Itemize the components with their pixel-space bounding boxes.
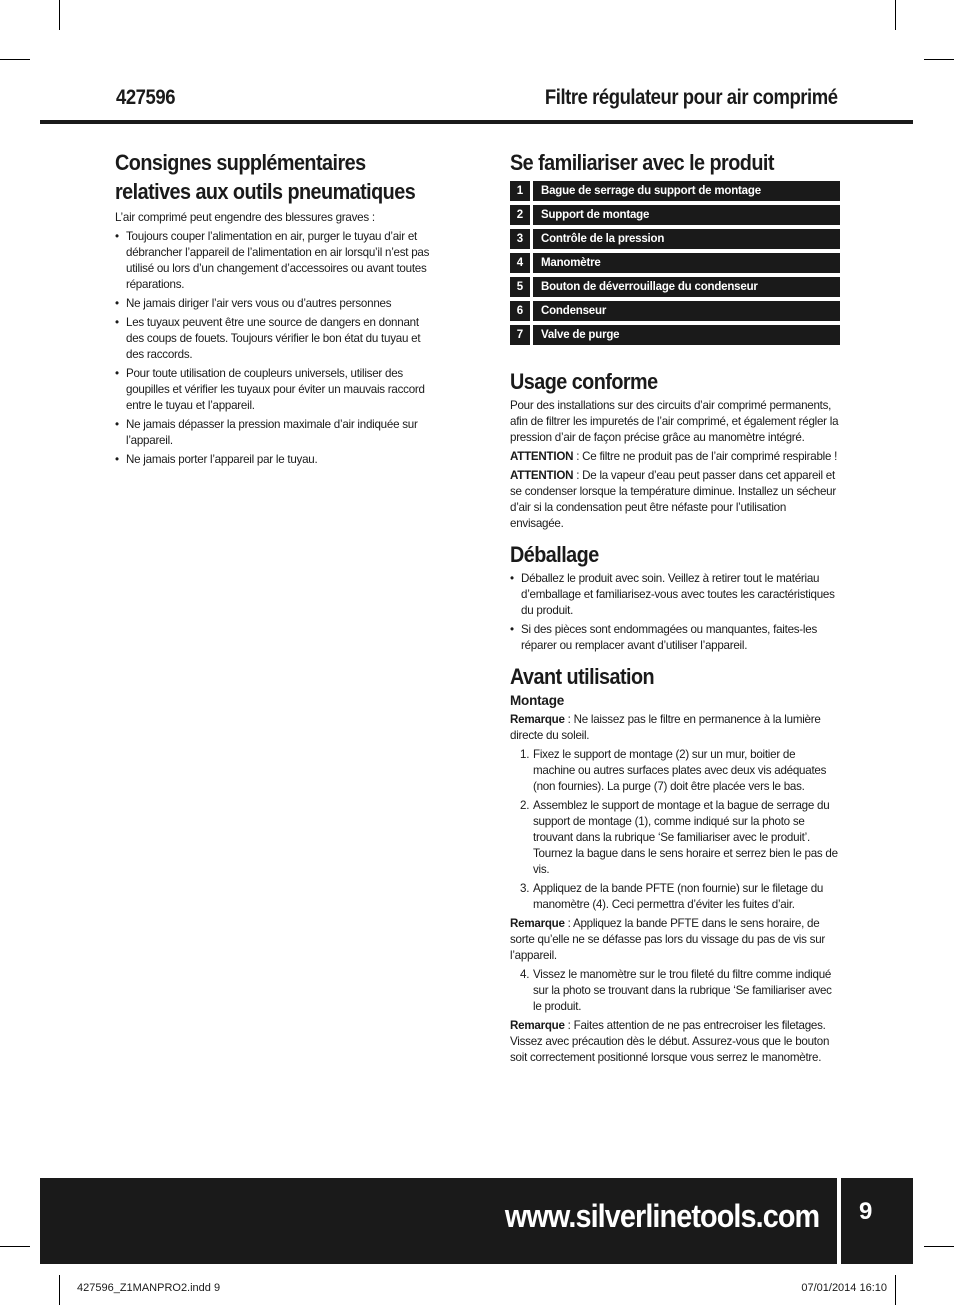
steps-list (510, 747, 840, 913)
unpacking-section (510, 542, 840, 654)
footer-bar (40, 1178, 837, 1264)
assembly-subtitle: Montage (510, 693, 565, 708)
list-item: • Déballez le produit avec soin. Veillez à retirer tout le matériau d’emballage et familiarisez-vous avec toutes les caractéristiques du produit. (510, 571, 840, 619)
list-item: 1. Fixez le support de montage (2) sur un mur, boitier de machine ou autres surfaces plates avec deux vis adéquates (non fournies). La purge (7) doit être placée vers le bas. (520, 748, 827, 793)
part-row (510, 205, 840, 225)
crop-mark (895, 1275, 896, 1305)
list-item: • Ne jamais porter l’appareil par le tuyau. (115, 452, 438, 468)
part-label: Contrôle de la pression (533, 229, 840, 249)
crop-mark (0, 59, 30, 60)
safety-intro: L’air comprimé peut engendre des blessures graves : (115, 211, 375, 224)
left-column (115, 150, 438, 471)
crop-mark (59, 1275, 60, 1305)
parts-list (510, 181, 840, 345)
crop-mark (59, 0, 60, 30)
right-column (510, 150, 840, 1076)
file-slug: 427596_Z1MANPRO2.indd 9 (77, 1282, 221, 1294)
before-use-section (510, 664, 840, 1066)
attention-note: ATTENTION : De la vapeur d’eau peut passer dans cet appareil et se condenser lorsque la température diminue. Installez un sécheur d’air si la condensation peut être néfaste pour l’utilisation envisagée. (510, 469, 836, 530)
part-number: 7 (510, 325, 530, 345)
safety-title-line2: relatives aux outils pneumatiques (115, 179, 416, 204)
page-number: 9 (859, 1198, 873, 1225)
part-number: 1 (510, 181, 530, 201)
part-number: 5 (510, 277, 530, 297)
page-header (116, 86, 838, 116)
list-item: • Les tuyaux peuvent être une source de dangers en donnant des coups de fouets. Toujours vérifier le bon état du tuyau et des raccords. (115, 315, 438, 363)
list-item: 3. Appliquez de la bande PFTE (non fournie) sur le filetage du manomètre (4). Ceci permettra d’éviter les fuites d’air. (520, 882, 824, 911)
list-item: • Toujours couper l’alimentation en air, purger le tuyau d’air et débrancher l’appareil de l’alimentation en air lorsqu’il n’est pas utilisé ou lors d’un changement d’accessoires ou avant toutes réparations. (115, 229, 438, 293)
date-slug: 07/01/2014 16:10 (801, 1282, 887, 1294)
part-number: 4 (510, 253, 530, 273)
list-item: • Ne jamais dépasser la pression maximale d’air indiquée sur l’appareil. (115, 417, 438, 449)
part-row (510, 229, 840, 249)
part-label: Support de montage (533, 205, 840, 225)
part-label: Valve de purge (533, 325, 840, 345)
part-row (510, 301, 840, 321)
part-row (510, 277, 840, 297)
part-label: Condenseur (533, 301, 840, 321)
familiarise-title: Se familiariser avec le produit (510, 150, 774, 175)
header-rule (40, 120, 913, 124)
usage-section (510, 369, 840, 532)
model-number: 427596 (116, 86, 176, 109)
part-number: 2 (510, 205, 530, 225)
list-item: • Pour toute utilisation de coupleurs universels, utiliser des goupilles et vérifier les tuyaux pour éviter un mauvais raccord entre le tuyau et l’appareil. (115, 366, 438, 414)
website-link[interactable]: www.silverlinetools.com (504, 1198, 819, 1234)
part-label: Bouton de déverrouillage du condenseur (533, 277, 840, 297)
page-number-box (841, 1178, 913, 1264)
safety-list (115, 229, 438, 468)
unpacking-title: Déballage (510, 542, 599, 567)
part-number: 3 (510, 229, 530, 249)
list-item: • Si des pièces sont endommagées ou manquantes, faites-les réparer ou remplacer avant d’utiliser l’appareil. (510, 622, 840, 654)
crop-mark (924, 1246, 954, 1247)
steps-list (510, 967, 840, 1015)
part-number: 6 (510, 301, 530, 321)
part-row (510, 325, 840, 345)
crop-mark (0, 1246, 30, 1247)
usage-title: Usage conforme (510, 369, 658, 394)
attention-note: ATTENTION : Ce filtre ne produit pas de l’air comprimé respirable ! (510, 450, 838, 463)
unpacking-list (510, 571, 840, 654)
crop-mark (924, 59, 954, 60)
safety-title-line1: Consignes supplémentaires (115, 150, 366, 175)
part-label: Manomètre (533, 253, 840, 273)
remark-note: Remarque : Appliquez la bande PFTE dans le sens horaire, de sorte qu’elle ne se défasse pas lors du vissage du pas de vis sur l’appareil. (510, 917, 826, 962)
remark-note: Remarque : Ne laissez pas le filtre en permanence à la lumière directe du soleil. (510, 713, 821, 742)
before-use-title: Avant utilisation (510, 664, 655, 689)
part-row (510, 181, 840, 201)
list-item: 2. Assemblez le support de montage et la bague de serrage du support de montage (1), comme indiqué sur la photo se trouvant dans la rubrique ‘Se familiariser avec le produit’. Tournez la bague dans le sens horaire et serrez bien le pas de vis. (520, 799, 838, 876)
part-row (510, 253, 840, 273)
remark-note: Remarque : Faites attention de ne pas entrecroiser les filetages. Vissez avec précaution dès le début. Assurez-vous que le bouton soit correctement positionné lorsque vous serrez le manomètre. (510, 1019, 830, 1064)
page-title: Filtre régulateur pour air comprimé (545, 86, 838, 109)
list-item: 4. Vissez le manomètre sur le trou fileté du filtre comme indiqué sur la photo se trouvant dans la rubrique ‘Se familiariser avec le produit. (520, 968, 832, 1013)
crop-mark (895, 0, 896, 30)
part-label: Bague de serrage du support de montage (533, 181, 840, 201)
list-item: • Ne jamais diriger l’air vers vous ou d’autres personnes (115, 296, 438, 312)
usage-text: Pour des installations sur des circuits d’air comprimé permanents, afin de filtrer les impuretés de l’air comprimé, et également régler la pression d’air de façon précise grâce au manomètre intégré. (510, 399, 839, 444)
